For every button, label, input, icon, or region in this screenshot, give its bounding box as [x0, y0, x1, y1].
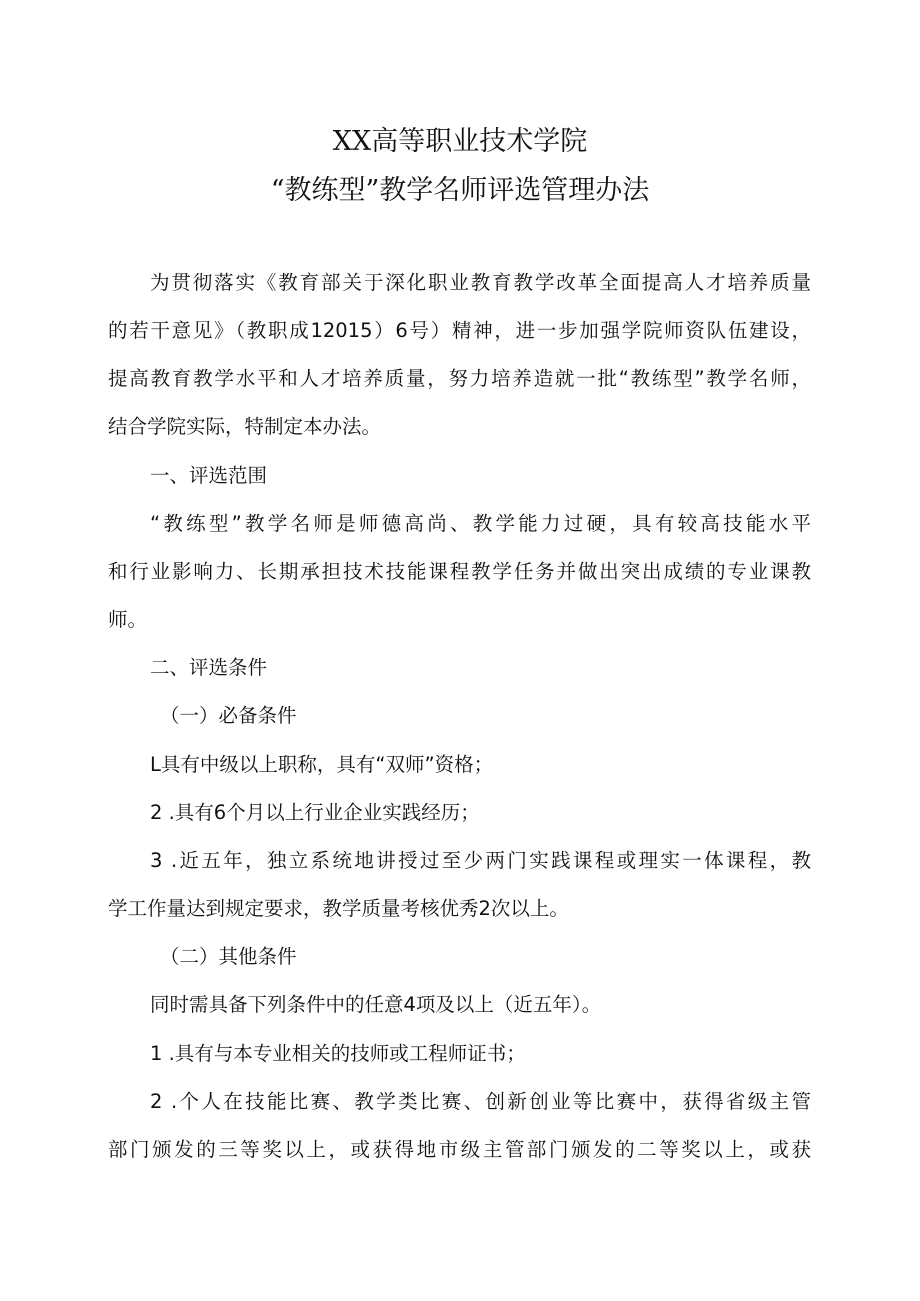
section1-line-3: 师。 [108, 608, 148, 631]
sub2-item-2-line-2: 部门颁发的三等奖以上，或获得地市级主管部门颁发的二等奖以上，或获 [108, 1138, 811, 1161]
sub1-item-3-line-1: 3 .近五年，独立系统地讲授过至少两门实践课程或理实一体课程，教 [150, 849, 811, 872]
sub2-item-1: 1 .具有与本专业相关的技师或工程师证书； [150, 1042, 526, 1065]
document-title-line1: XX高等职业技术学院 [332, 126, 588, 157]
sub1-item-3-line-2: 学工作量达到规定要求，教学质量考核优秀2次以上。 [108, 897, 569, 920]
sub1-item-2: 2 .具有6个月以上行业企业实践经历； [150, 801, 480, 824]
intro-line-2: 的若干意见》（教职成12015）6号）精神，进一步加强学院师资队伍建设， [108, 319, 811, 342]
section1-line-1: “教练型”教学名师是师德高尚、教学能力过硬，具有较高技能水平 [150, 512, 811, 535]
sub2-intro: 同时需具备下列条件中的任意4项及以上（近五年）。 [150, 993, 602, 1016]
sub2-item-2-line-1: 2 .个人在技能比赛、教学类比赛、创新创业等比赛中，获得省级主管 [150, 1090, 811, 1113]
intro-line-4: 结合学院实际，特制定本办法。 [108, 415, 382, 438]
document-title-line2: “教练型”教学名师评选管理办法 [270, 175, 650, 206]
intro-line-3: 提高教育教学水平和人才培养质量，努力培养造就一批“教练型”教学名师， [108, 367, 811, 390]
intro-line-1: 为贯彻落实《教育部关于深化职业教育教学改革全面提高人才培养质量 [150, 271, 811, 294]
sub2-heading: （二）其他条件 [160, 945, 297, 968]
sub1-heading: （一）必备条件 [160, 704, 297, 727]
section2-heading: 二、评选条件 [150, 656, 268, 679]
section1-line-2: 和行业影响力、长期承担技术技能课程教学任务并做出突出成绩的专业课教 [108, 560, 811, 583]
section1-heading: 一、评选范围 [150, 464, 268, 487]
sub1-item-1: L具有中级以上职称，具有“双师”资格； [150, 753, 494, 776]
